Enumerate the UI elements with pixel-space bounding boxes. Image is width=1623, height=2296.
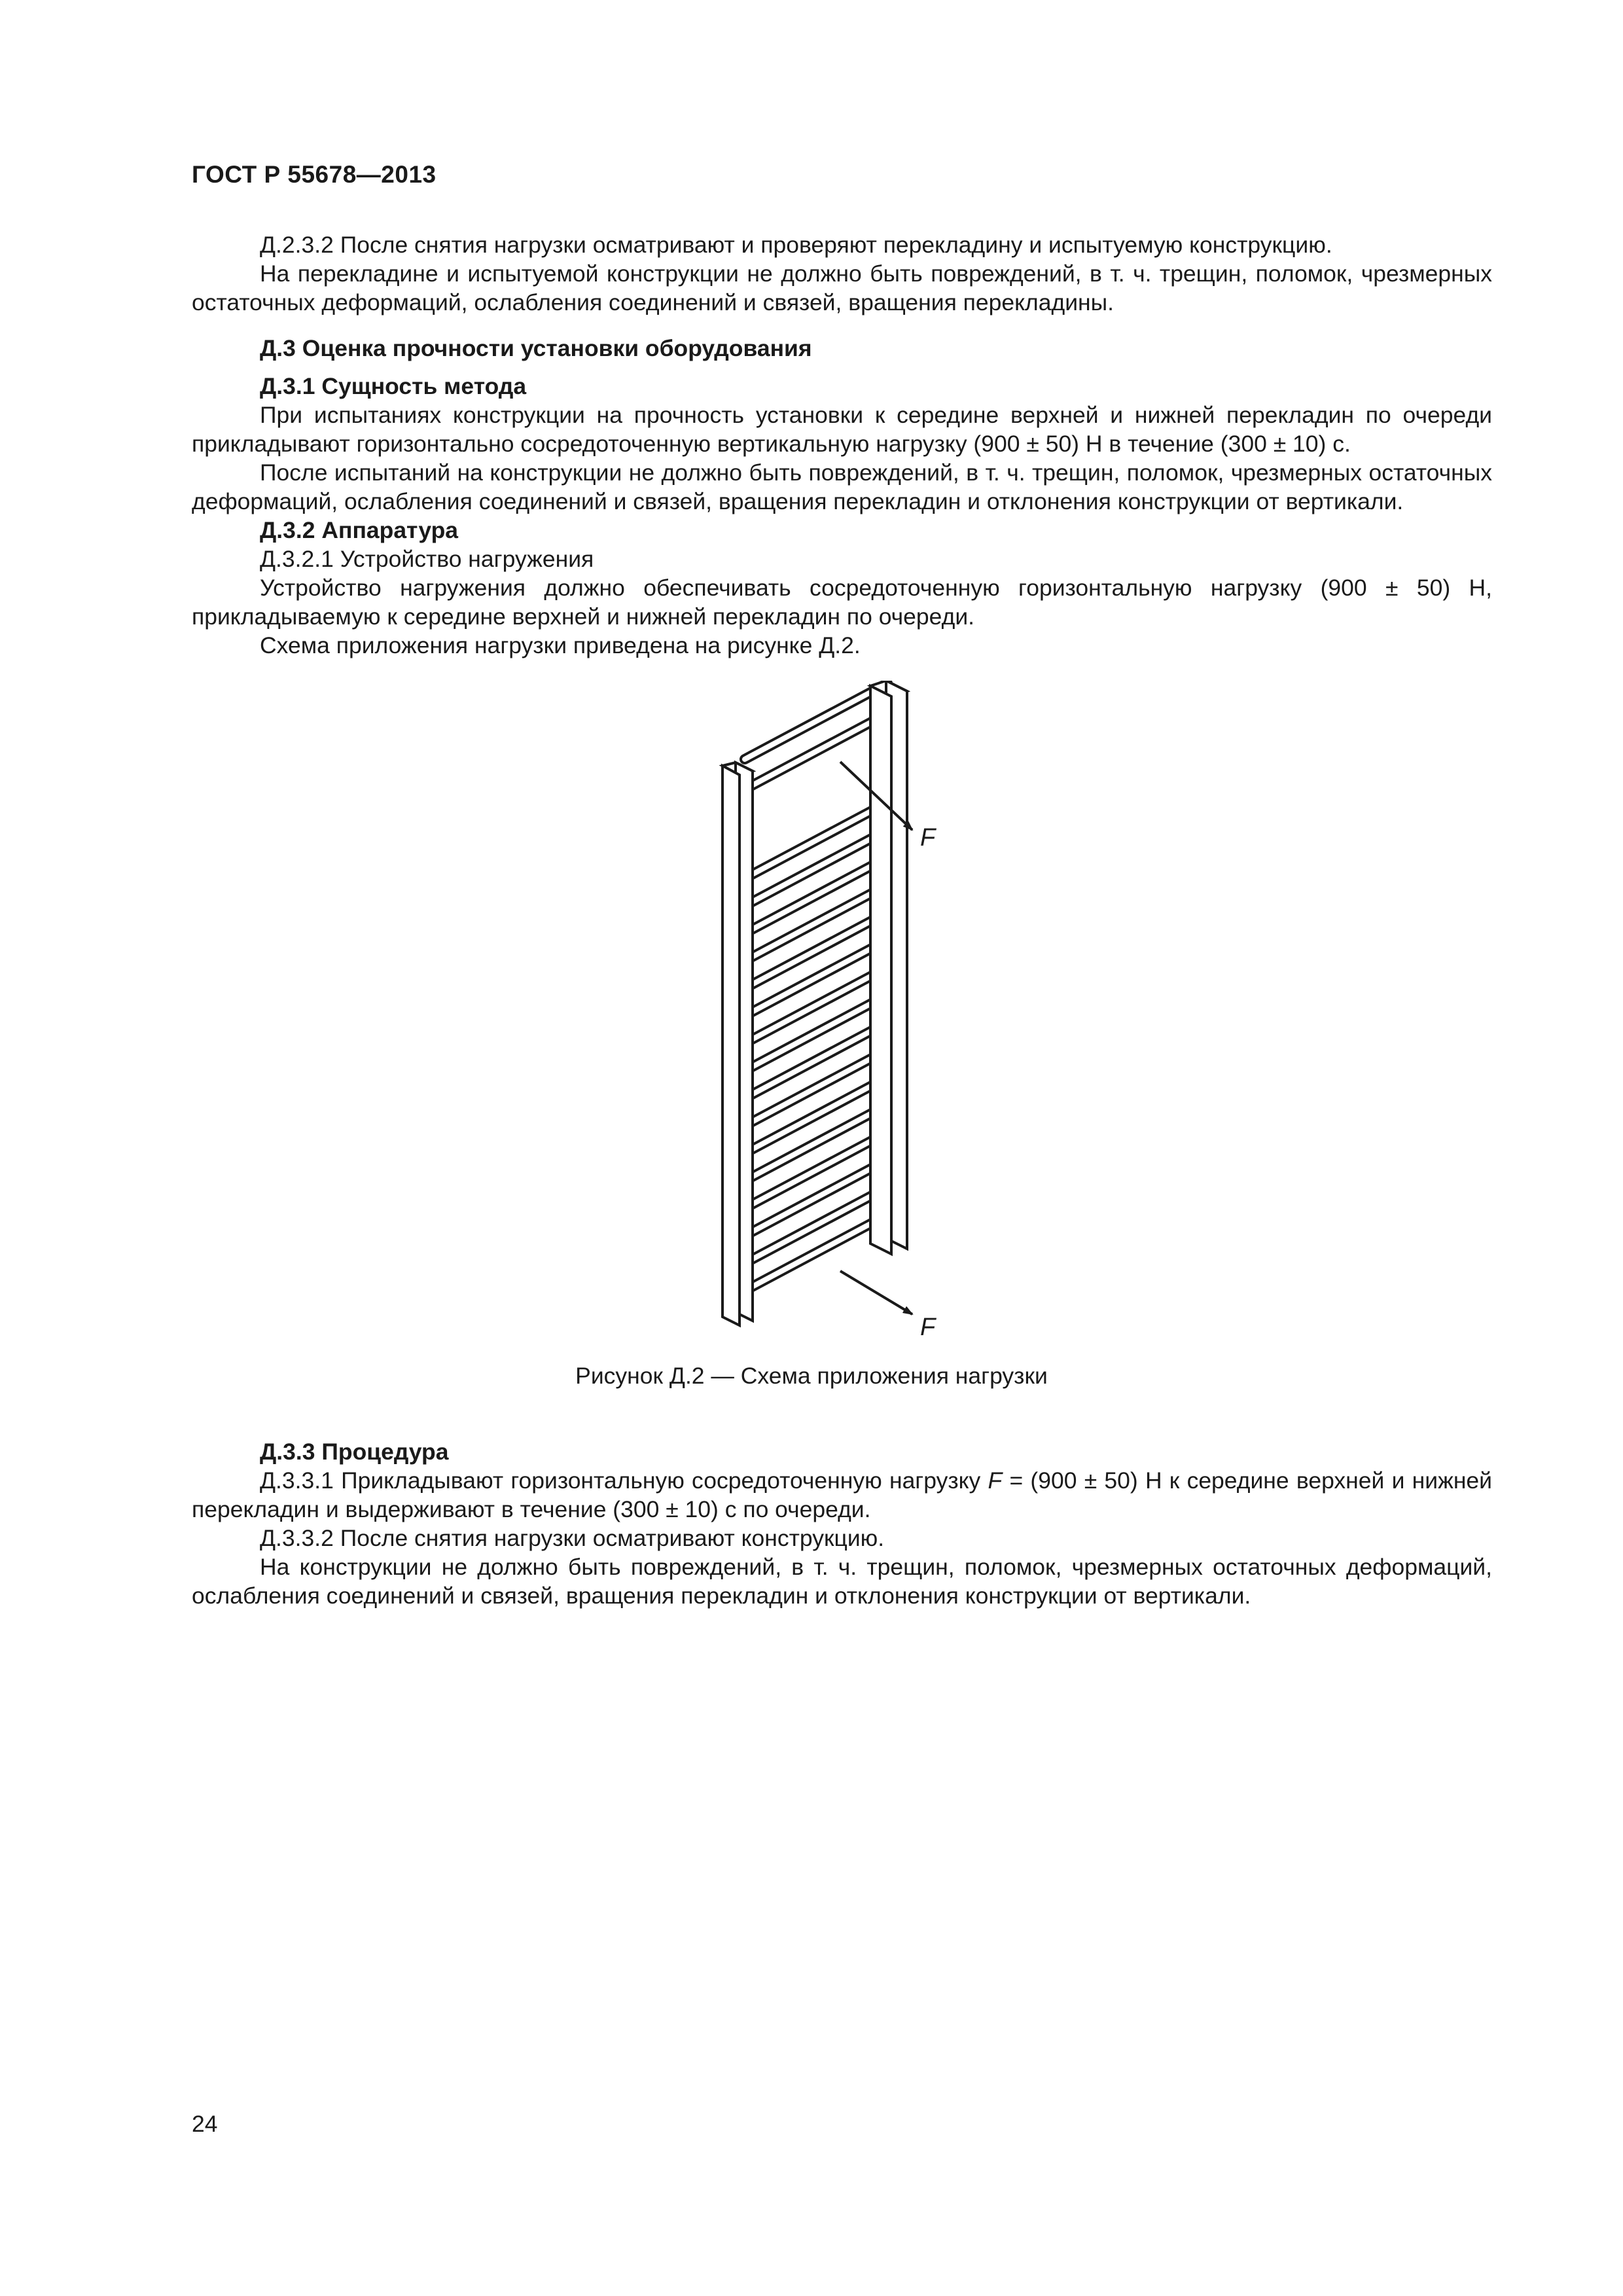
force-arrow-bottom [840,1271,912,1314]
figure-caption: Рисунок Д.2 — Схема приложения нагрузки [575,1363,1048,1389]
document-header: ГОСТ Р 55678—2013 [192,161,437,188]
paragraph-d331 [192,1466,1492,1524]
paragraph-d332: Д.3.3.2 После снятия нагрузки осматривают конструкцию. [260,1525,885,1551]
figure-d2 [668,681,955,1338]
ladder-rungs [745,683,887,1291]
paragraph-d321: Д.3.2.1 Устройство нагружения [260,546,594,572]
section-d32-heading: Д.3.2 Аппаратура [260,517,459,543]
paragraph-d31-1: При испытаниях конструкции на прочность установки к середине верхней и нижней перекладин по очереди прикладывают горизонтально сосредоточенную вертикальную нагрузку (900 ± 50) Н в течение (300 ± 10) с. [192,402,1492,457]
ladder-load-diagram [668,681,955,1335]
paragraph-d31-2: После испытаний на конструкции не должно быть повреждений, в т. ч. трещин, поломок, чрезмерных остаточных деформаций, ослабления соединений и связей, вращения перекладин и отклонения конструкции от вертикали. [192,459,1492,514]
force-variable: F [988,1467,1003,1494]
paragraph-d232-1: Д.2.3.2 После снятия нагрузки осматривают и проверяют перекладину и испытуемую конструкцию. [260,232,1332,258]
page-number: 24 [192,2111,218,2137]
section-d3 [192,334,1492,660]
section-d33 [192,1437,1492,1610]
paragraph-d331-prefix: Д.3.3.1 Прикладывают горизонтальную сосредоточенную нагрузку [260,1467,988,1494]
section-d31-heading: Д.3.1 Сущность метода [260,373,527,399]
left-post [722,762,753,1325]
right-post [870,681,907,1254]
force-label-top: F [920,824,936,852]
force-label-bottom: F [920,1314,936,1335]
paragraph-d32-3: Схема приложения нагрузки приведена на рисунке Д.2. [260,632,861,658]
section-d3-heading: Д.3 Оценка прочности установки оборудования [260,335,812,361]
paragraph-d32-2: Устройство нагружения должно обеспечивать сосредоточенную горизонтальную нагрузку (900 ± 50) Н, прикладываемую к середине верхней и нижней перекладин по очереди. [192,575,1492,630]
paragraph-d332-2: На конструкции не должно быть повреждений, в т. ч. трещин, поломок, чрезмерных остаточных деформаций, ослабления соединений и связей, вращения перекладин и отклонения конструкции от вертикали. [192,1554,1492,1609]
paragraph-d331-suffix: = (900 ± 50) Н к середине верхней и нижней перекладин и выдерживают в течение (300 ± 10) с по очереди. [192,1467,1493,1522]
section-d232 [192,230,1492,317]
paragraph-d232-2: На перекладине и испытуемой конструкции не должно быть повреждений, в т. ч. трещин, поломок, чрезмерных остаточных деформаций, ослабления соединений и связей, вращения перекладины. [192,260,1492,315]
section-d33-heading: Д.3.3 Процедура [260,1439,449,1465]
